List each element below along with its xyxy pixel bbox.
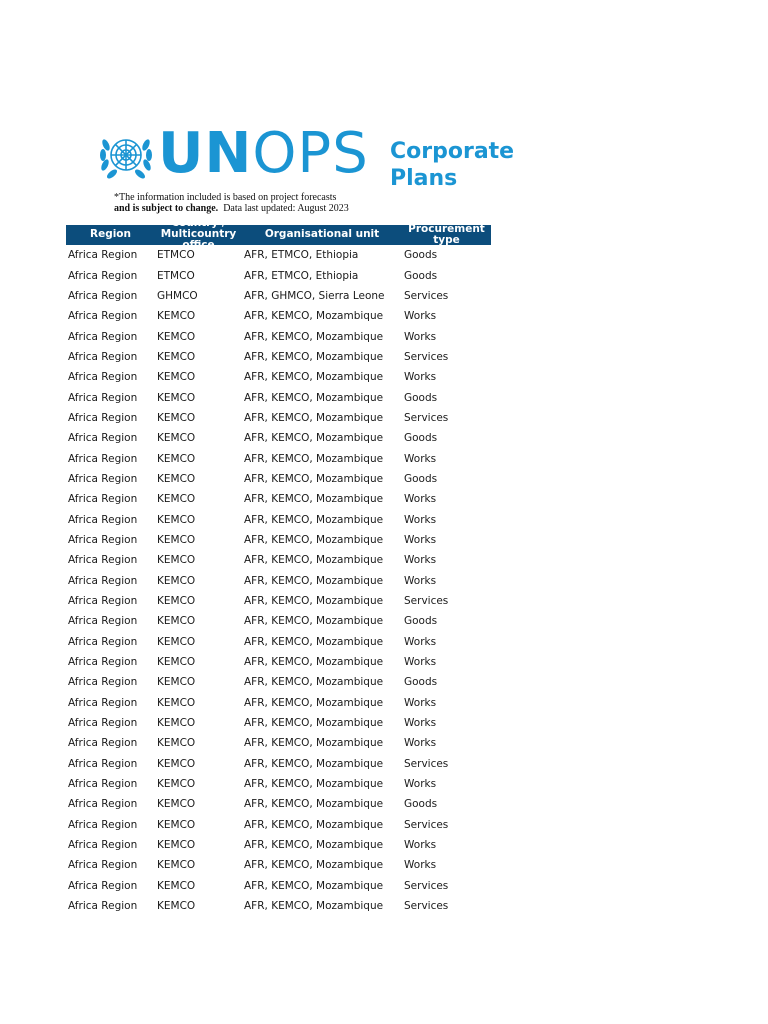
un-emblem-icon <box>98 131 154 187</box>
disclaimer-line-1: *The information included is based on project forecasts <box>114 192 337 203</box>
cell-org-unit: AFR, KEMCO, Mozambique <box>244 310 384 323</box>
cell-procurement-type: Services <box>404 289 449 302</box>
table-row <box>66 245 491 265</box>
disclaimer-bold: and is subject to change. <box>114 203 219 214</box>
cell-org-unit: AFR, ETMCO, Ethiopia <box>244 249 359 262</box>
cell-region: Africa Region <box>68 249 138 262</box>
table-row <box>66 530 491 550</box>
cell-procurement-type: Works <box>404 859 437 872</box>
cell-country-office: KEMCO <box>157 533 196 546</box>
cell-region: Africa Region <box>68 391 138 404</box>
table-row <box>66 876 491 896</box>
cell-country-office: KEMCO <box>157 778 196 791</box>
cell-country-office: KEMCO <box>157 554 196 567</box>
cell-region: Africa Region <box>68 269 138 282</box>
cell-country-office: KEMCO <box>157 595 196 608</box>
cell-org-unit: AFR, ETMCO, Ethiopia <box>244 269 359 282</box>
table-row <box>66 855 491 875</box>
table-row <box>66 835 491 855</box>
cell-region: Africa Region <box>68 757 138 770</box>
cell-region: Africa Region <box>68 350 138 363</box>
table-row <box>66 693 491 713</box>
brand-ops: OPS <box>252 121 369 186</box>
cell-org-unit: AFR, KEMCO, Mozambique <box>244 656 384 669</box>
cell-country-office: ETMCO <box>157 249 195 262</box>
table-row <box>66 632 491 652</box>
cell-country-office: KEMCO <box>157 635 196 648</box>
cell-region: Africa Region <box>68 289 138 302</box>
cell-procurement-type: Goods <box>404 249 438 262</box>
cell-region: Africa Region <box>68 839 138 852</box>
cell-country-office: KEMCO <box>157 676 196 689</box>
cell-org-unit: AFR, KEMCO, Mozambique <box>244 778 384 791</box>
cell-country-office: KEMCO <box>157 737 196 750</box>
cell-org-unit: AFR, KEMCO, Mozambique <box>244 452 384 465</box>
table-row <box>66 265 491 285</box>
table-row <box>66 286 491 306</box>
cell-country-office: KEMCO <box>157 900 196 913</box>
cell-country-office: KEMCO <box>157 472 196 485</box>
cell-procurement-type: Works <box>404 778 437 791</box>
cell-procurement-type: Works <box>404 635 437 648</box>
cell-procurement-type: Works <box>404 371 437 384</box>
cell-region: Africa Region <box>68 635 138 648</box>
cell-procurement-type: Goods <box>404 269 438 282</box>
cell-region: Africa Region <box>68 472 138 485</box>
cell-country-office: KEMCO <box>157 839 196 852</box>
cell-country-office: KEMCO <box>157 818 196 831</box>
title-line-1: Corporate <box>390 139 515 164</box>
cell-org-unit: AFR, KEMCO, Mozambique <box>244 533 384 546</box>
cell-region: Africa Region <box>68 574 138 587</box>
cell-region: Africa Region <box>68 778 138 791</box>
disclaimer-note <box>114 192 349 214</box>
cell-procurement-type: Works <box>404 330 437 343</box>
table-header-row <box>66 225 491 245</box>
cell-country-office: KEMCO <box>157 513 196 526</box>
table-row <box>66 672 491 692</box>
cell-procurement-type: Services <box>404 411 449 424</box>
table-row <box>66 428 491 448</box>
cell-country-office: KEMCO <box>157 411 196 424</box>
table-body <box>66 245 491 916</box>
table-row <box>66 611 491 631</box>
cell-region: Africa Region <box>68 330 138 343</box>
cell-procurement-type: Services <box>404 879 449 892</box>
cell-region: Africa Region <box>68 859 138 872</box>
cell-region: Africa Region <box>68 533 138 546</box>
procurement-table-container <box>66 217 491 916</box>
cell-region: Africa Region <box>68 595 138 608</box>
table-row <box>66 347 491 367</box>
page-title <box>390 138 515 192</box>
cell-country-office: KEMCO <box>157 391 196 404</box>
cell-procurement-type: Goods <box>404 391 438 404</box>
table-row <box>66 408 491 428</box>
brand-logo-text <box>158 122 369 186</box>
title-line-2: Plans <box>390 166 458 191</box>
cell-country-office: ETMCO <box>157 269 195 282</box>
last-updated: Data last updated: August 2023 <box>218 203 349 214</box>
cell-region: Africa Region <box>68 310 138 323</box>
cell-org-unit: AFR, KEMCO, Mozambique <box>244 635 384 648</box>
cell-region: Africa Region <box>68 818 138 831</box>
cell-org-unit: AFR, KEMCO, Mozambique <box>244 839 384 852</box>
cell-region: Africa Region <box>68 371 138 384</box>
table-row <box>66 571 491 591</box>
cell-procurement-type: Works <box>404 717 437 730</box>
cell-procurement-type: Works <box>404 533 437 546</box>
cell-org-unit: AFR, KEMCO, Mozambique <box>244 411 384 424</box>
cell-region: Africa Region <box>68 737 138 750</box>
cell-org-unit: AFR, GHMCO, Sierra Leone <box>244 289 385 302</box>
cell-country-office: KEMCO <box>157 615 196 628</box>
cell-region: Africa Region <box>68 717 138 730</box>
cell-procurement-type: Works <box>404 839 437 852</box>
cell-country-office: KEMCO <box>157 859 196 872</box>
cell-procurement-type: Works <box>404 656 437 669</box>
cell-org-unit: AFR, KEMCO, Mozambique <box>244 900 384 913</box>
cell-org-unit: AFR, KEMCO, Mozambique <box>244 595 384 608</box>
cell-region: Africa Region <box>68 411 138 424</box>
table-row <box>66 713 491 733</box>
cell-org-unit: AFR, KEMCO, Mozambique <box>244 391 384 404</box>
cell-org-unit: AFR, KEMCO, Mozambique <box>244 615 384 628</box>
cell-procurement-type: Services <box>404 757 449 770</box>
table-row <box>66 448 491 468</box>
cell-country-office: KEMCO <box>157 452 196 465</box>
table-row <box>66 550 491 570</box>
cell-country-office: KEMCO <box>157 330 196 343</box>
cell-country-office: KEMCO <box>157 493 196 506</box>
cell-org-unit: AFR, KEMCO, Mozambique <box>244 432 384 445</box>
cell-procurement-type: Services <box>404 595 449 608</box>
cell-region: Africa Region <box>68 432 138 445</box>
cell-region: Africa Region <box>68 615 138 628</box>
cell-org-unit: AFR, KEMCO, Mozambique <box>244 798 384 811</box>
cell-procurement-type: Works <box>404 696 437 709</box>
cell-region: Africa Region <box>68 452 138 465</box>
cell-procurement-type: Works <box>404 310 437 323</box>
cell-org-unit: AFR, KEMCO, Mozambique <box>244 757 384 770</box>
report-header <box>98 121 515 196</box>
table-row <box>66 754 491 774</box>
cell-procurement-type: Goods <box>404 615 438 628</box>
cell-country-office: KEMCO <box>157 350 196 363</box>
table-row <box>66 733 491 753</box>
table-row <box>66 387 491 407</box>
cell-org-unit: AFR, KEMCO, Mozambique <box>244 350 384 363</box>
cell-procurement-type: Goods <box>404 676 438 689</box>
cell-country-office: KEMCO <box>157 432 196 445</box>
cell-org-unit: AFR, KEMCO, Mozambique <box>244 859 384 872</box>
cell-procurement-type: Goods <box>404 432 438 445</box>
cell-org-unit: AFR, KEMCO, Mozambique <box>244 371 384 384</box>
cell-procurement-type: Goods <box>404 472 438 485</box>
cell-procurement-type: Services <box>404 818 449 831</box>
col-header-country: Country / Multicountry office <box>155 225 242 245</box>
cell-org-unit: AFR, KEMCO, Mozambique <box>244 554 384 567</box>
cell-region: Africa Region <box>68 900 138 913</box>
cell-region: Africa Region <box>68 798 138 811</box>
table-row <box>66 306 491 326</box>
col-header-procurement-type: Procurement type <box>402 225 491 245</box>
cell-country-office: KEMCO <box>157 656 196 669</box>
table-row <box>66 774 491 794</box>
brand-un: UN <box>158 121 253 186</box>
cell-country-office: KEMCO <box>157 879 196 892</box>
cell-procurement-type: Works <box>404 513 437 526</box>
cell-procurement-type: Services <box>404 350 449 363</box>
cell-region: Africa Region <box>68 879 138 892</box>
cell-region: Africa Region <box>68 513 138 526</box>
table-row <box>66 489 491 509</box>
table-row <box>66 652 491 672</box>
cell-country-office: KEMCO <box>157 310 196 323</box>
cell-procurement-type: Works <box>404 452 437 465</box>
table-row <box>66 469 491 489</box>
cell-country-office: KEMCO <box>157 574 196 587</box>
procurement-table <box>66 217 491 916</box>
cell-country-office: GHMCO <box>157 289 198 302</box>
col-header-region: Region <box>66 225 155 245</box>
cell-org-unit: AFR, KEMCO, Mozambique <box>244 513 384 526</box>
cell-org-unit: AFR, KEMCO, Mozambique <box>244 330 384 343</box>
col-header-org-unit: Organisational unit <box>242 225 402 245</box>
cell-org-unit: AFR, KEMCO, Mozambique <box>244 696 384 709</box>
table-row <box>66 509 491 529</box>
table-row <box>66 326 491 346</box>
cell-procurement-type: Works <box>404 554 437 567</box>
cell-country-office: KEMCO <box>157 757 196 770</box>
cell-region: Africa Region <box>68 696 138 709</box>
cell-procurement-type: Works <box>404 574 437 587</box>
cell-org-unit: AFR, KEMCO, Mozambique <box>244 818 384 831</box>
cell-region: Africa Region <box>68 493 138 506</box>
cell-region: Africa Region <box>68 656 138 669</box>
cell-country-office: KEMCO <box>157 717 196 730</box>
cell-org-unit: AFR, KEMCO, Mozambique <box>244 737 384 750</box>
cell-org-unit: AFR, KEMCO, Mozambique <box>244 493 384 506</box>
table-row <box>66 591 491 611</box>
cell-country-office: KEMCO <box>157 696 196 709</box>
table-row <box>66 815 491 835</box>
cell-procurement-type: Services <box>404 900 449 913</box>
cell-org-unit: AFR, KEMCO, Mozambique <box>244 717 384 730</box>
cell-procurement-type: Works <box>404 493 437 506</box>
cell-procurement-type: Works <box>404 737 437 750</box>
cell-country-office: KEMCO <box>157 798 196 811</box>
table-row <box>66 896 491 916</box>
cell-org-unit: AFR, KEMCO, Mozambique <box>244 676 384 689</box>
cell-region: Africa Region <box>68 676 138 689</box>
table-row <box>66 367 491 387</box>
cell-org-unit: AFR, KEMCO, Mozambique <box>244 472 384 485</box>
cell-country-office: KEMCO <box>157 371 196 384</box>
disclaimer-line-2 <box>114 203 349 214</box>
table-row <box>66 794 491 814</box>
cell-org-unit: AFR, KEMCO, Mozambique <box>244 574 384 587</box>
cell-org-unit: AFR, KEMCO, Mozambique <box>244 879 384 892</box>
cell-procurement-type: Goods <box>404 798 438 811</box>
cell-region: Africa Region <box>68 554 138 567</box>
